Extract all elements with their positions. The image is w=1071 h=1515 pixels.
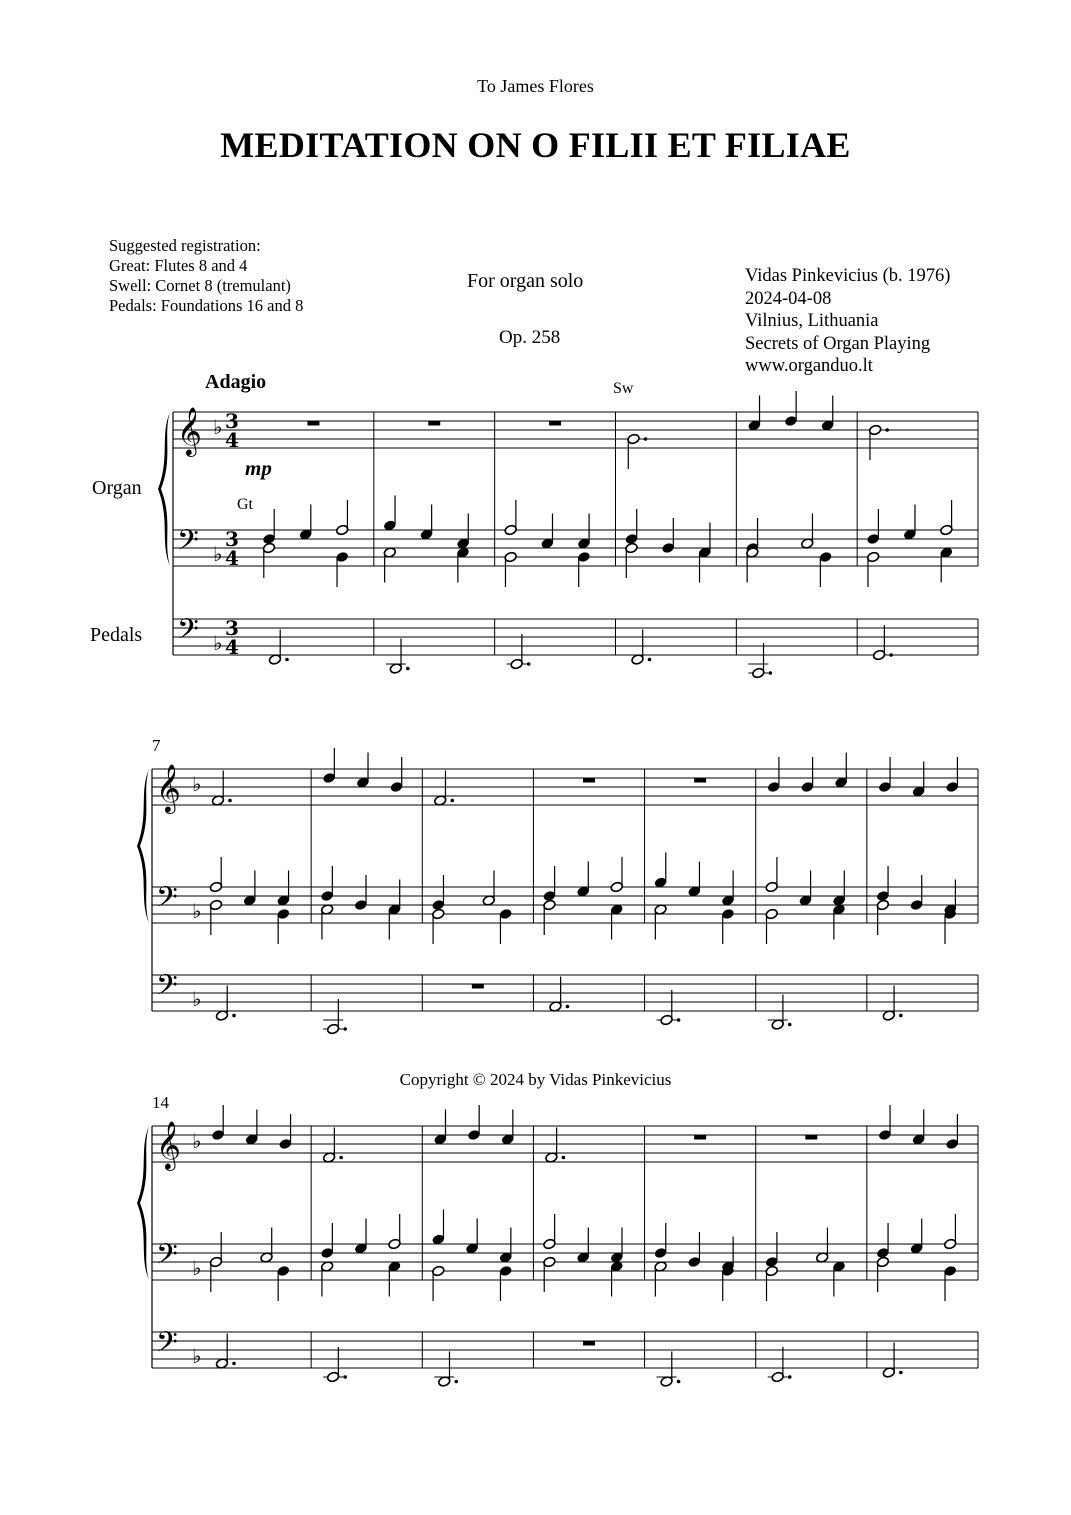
key-signature-flat: ♭ bbox=[192, 1129, 202, 1153]
registration-heading: Suggested registration: bbox=[109, 236, 261, 255]
grand-staff-brace bbox=[137, 1126, 149, 1280]
treble-clef: 𝄞 bbox=[177, 406, 202, 455]
time-signature-numerator: 3 bbox=[225, 527, 239, 551]
instrumentation: For organ solo bbox=[467, 270, 584, 292]
swell-manual-label: Sw bbox=[613, 380, 634, 397]
whole-rest bbox=[694, 1135, 706, 1140]
composition-date: 2024-04-08 bbox=[745, 288, 832, 309]
registration-great: Great: Flutes 8 and 4 bbox=[109, 256, 248, 275]
treble-clef: 𝄞 bbox=[156, 763, 181, 812]
key-signature-flat: ♭ bbox=[192, 772, 202, 796]
publisher: Secrets of Organ Playing bbox=[745, 333, 931, 354]
augmentation-dot bbox=[343, 1375, 347, 1379]
key-signature-flat: ♭ bbox=[192, 1344, 202, 1368]
augmentation-dot bbox=[889, 653, 893, 657]
pedal-bass-clef: 𝄢 bbox=[156, 1326, 178, 1366]
whole-rest bbox=[428, 421, 440, 426]
key-signature-flat: ♭ bbox=[213, 415, 223, 439]
dynamic-marking: mp bbox=[245, 456, 272, 480]
pedals-staff-label: Pedals bbox=[90, 624, 143, 646]
whole-rest bbox=[472, 984, 484, 989]
bass-clef: 𝄢 bbox=[156, 881, 178, 921]
grand-staff-brace bbox=[137, 769, 149, 923]
time-signature-numerator: 3 bbox=[225, 616, 239, 640]
piece-title: MEDITATION ON O FILII ET FILIAE bbox=[220, 125, 851, 165]
augmentation-dot bbox=[788, 1375, 792, 1379]
augmentation-dot bbox=[339, 1156, 343, 1160]
augmentation-dot bbox=[454, 1380, 458, 1384]
treble-clef: 𝄞 bbox=[156, 1120, 181, 1169]
pedal-bass-clef: 𝄢 bbox=[156, 969, 178, 1009]
augmentation-dot bbox=[899, 1371, 903, 1375]
registration-swell: Swell: Cornet 8 (tremulant) bbox=[109, 276, 291, 295]
whole-rest bbox=[549, 421, 561, 426]
augmentation-dot bbox=[566, 1005, 570, 1009]
key-signature-flat: ♭ bbox=[213, 631, 223, 655]
augmentation-dot bbox=[677, 1380, 681, 1384]
key-signature-flat: ♭ bbox=[192, 987, 202, 1011]
augmentation-dot bbox=[406, 667, 410, 671]
augmentation-dot bbox=[232, 1362, 236, 1366]
time-signature-denominator: 4 bbox=[225, 635, 239, 659]
augmentation-dot bbox=[232, 1014, 236, 1018]
augmentation-dot bbox=[450, 799, 454, 803]
copyright: Copyright © 2024 by Vidas Pinkevicius bbox=[399, 1070, 672, 1089]
whole-rest bbox=[694, 778, 706, 783]
key-signature-flat: ♭ bbox=[213, 542, 223, 566]
augmentation-dot bbox=[885, 428, 889, 432]
key-signature-flat: ♭ bbox=[192, 1256, 202, 1280]
augmentation-dot bbox=[644, 437, 648, 441]
bass-clef: 𝄢 bbox=[156, 1238, 178, 1278]
grand-staff-brace bbox=[158, 412, 170, 566]
whole-rest bbox=[583, 1341, 595, 1346]
augmentation-dot bbox=[285, 658, 289, 662]
augmentation-dot bbox=[562, 1156, 566, 1160]
key-signature-flat: ♭ bbox=[192, 899, 202, 923]
time-signature-denominator: 4 bbox=[225, 546, 239, 570]
tempo-marking: Adagio bbox=[205, 371, 267, 393]
augmentation-dot bbox=[677, 1018, 681, 1022]
bass-clef: 𝄢 bbox=[177, 524, 199, 564]
composer-name: Vidas Pinkevicius (b. 1976) bbox=[745, 266, 951, 286]
time-signature-numerator: 3 bbox=[225, 409, 239, 433]
augmentation-dot bbox=[343, 1027, 347, 1031]
pedal-bass-clef: 𝄢 bbox=[177, 613, 199, 653]
composition-place: Vilnius, Lithuania bbox=[745, 311, 879, 331]
augmentation-dot bbox=[899, 1014, 903, 1018]
whole-rest bbox=[805, 1135, 817, 1140]
dedication: To James Flores bbox=[477, 76, 594, 96]
opus-number: Op. 258 bbox=[499, 327, 561, 348]
augmentation-dot bbox=[788, 1023, 792, 1027]
measure-number: 7 bbox=[152, 736, 161, 755]
whole-rest bbox=[307, 421, 319, 426]
measure-number: 14 bbox=[152, 1093, 169, 1112]
augmentation-dot bbox=[228, 799, 232, 803]
organ-staff-label: Organ bbox=[92, 477, 142, 499]
registration-pedals: Pedals: Foundations 16 and 8 bbox=[109, 296, 304, 315]
whole-rest bbox=[583, 778, 595, 783]
augmentation-dot bbox=[769, 671, 773, 675]
augmentation-dot bbox=[648, 658, 652, 662]
time-signature-denominator: 4 bbox=[225, 428, 239, 452]
website: www.organduo.lt bbox=[745, 356, 873, 376]
great-manual-label: Gt bbox=[237, 496, 253, 513]
augmentation-dot bbox=[527, 662, 531, 666]
